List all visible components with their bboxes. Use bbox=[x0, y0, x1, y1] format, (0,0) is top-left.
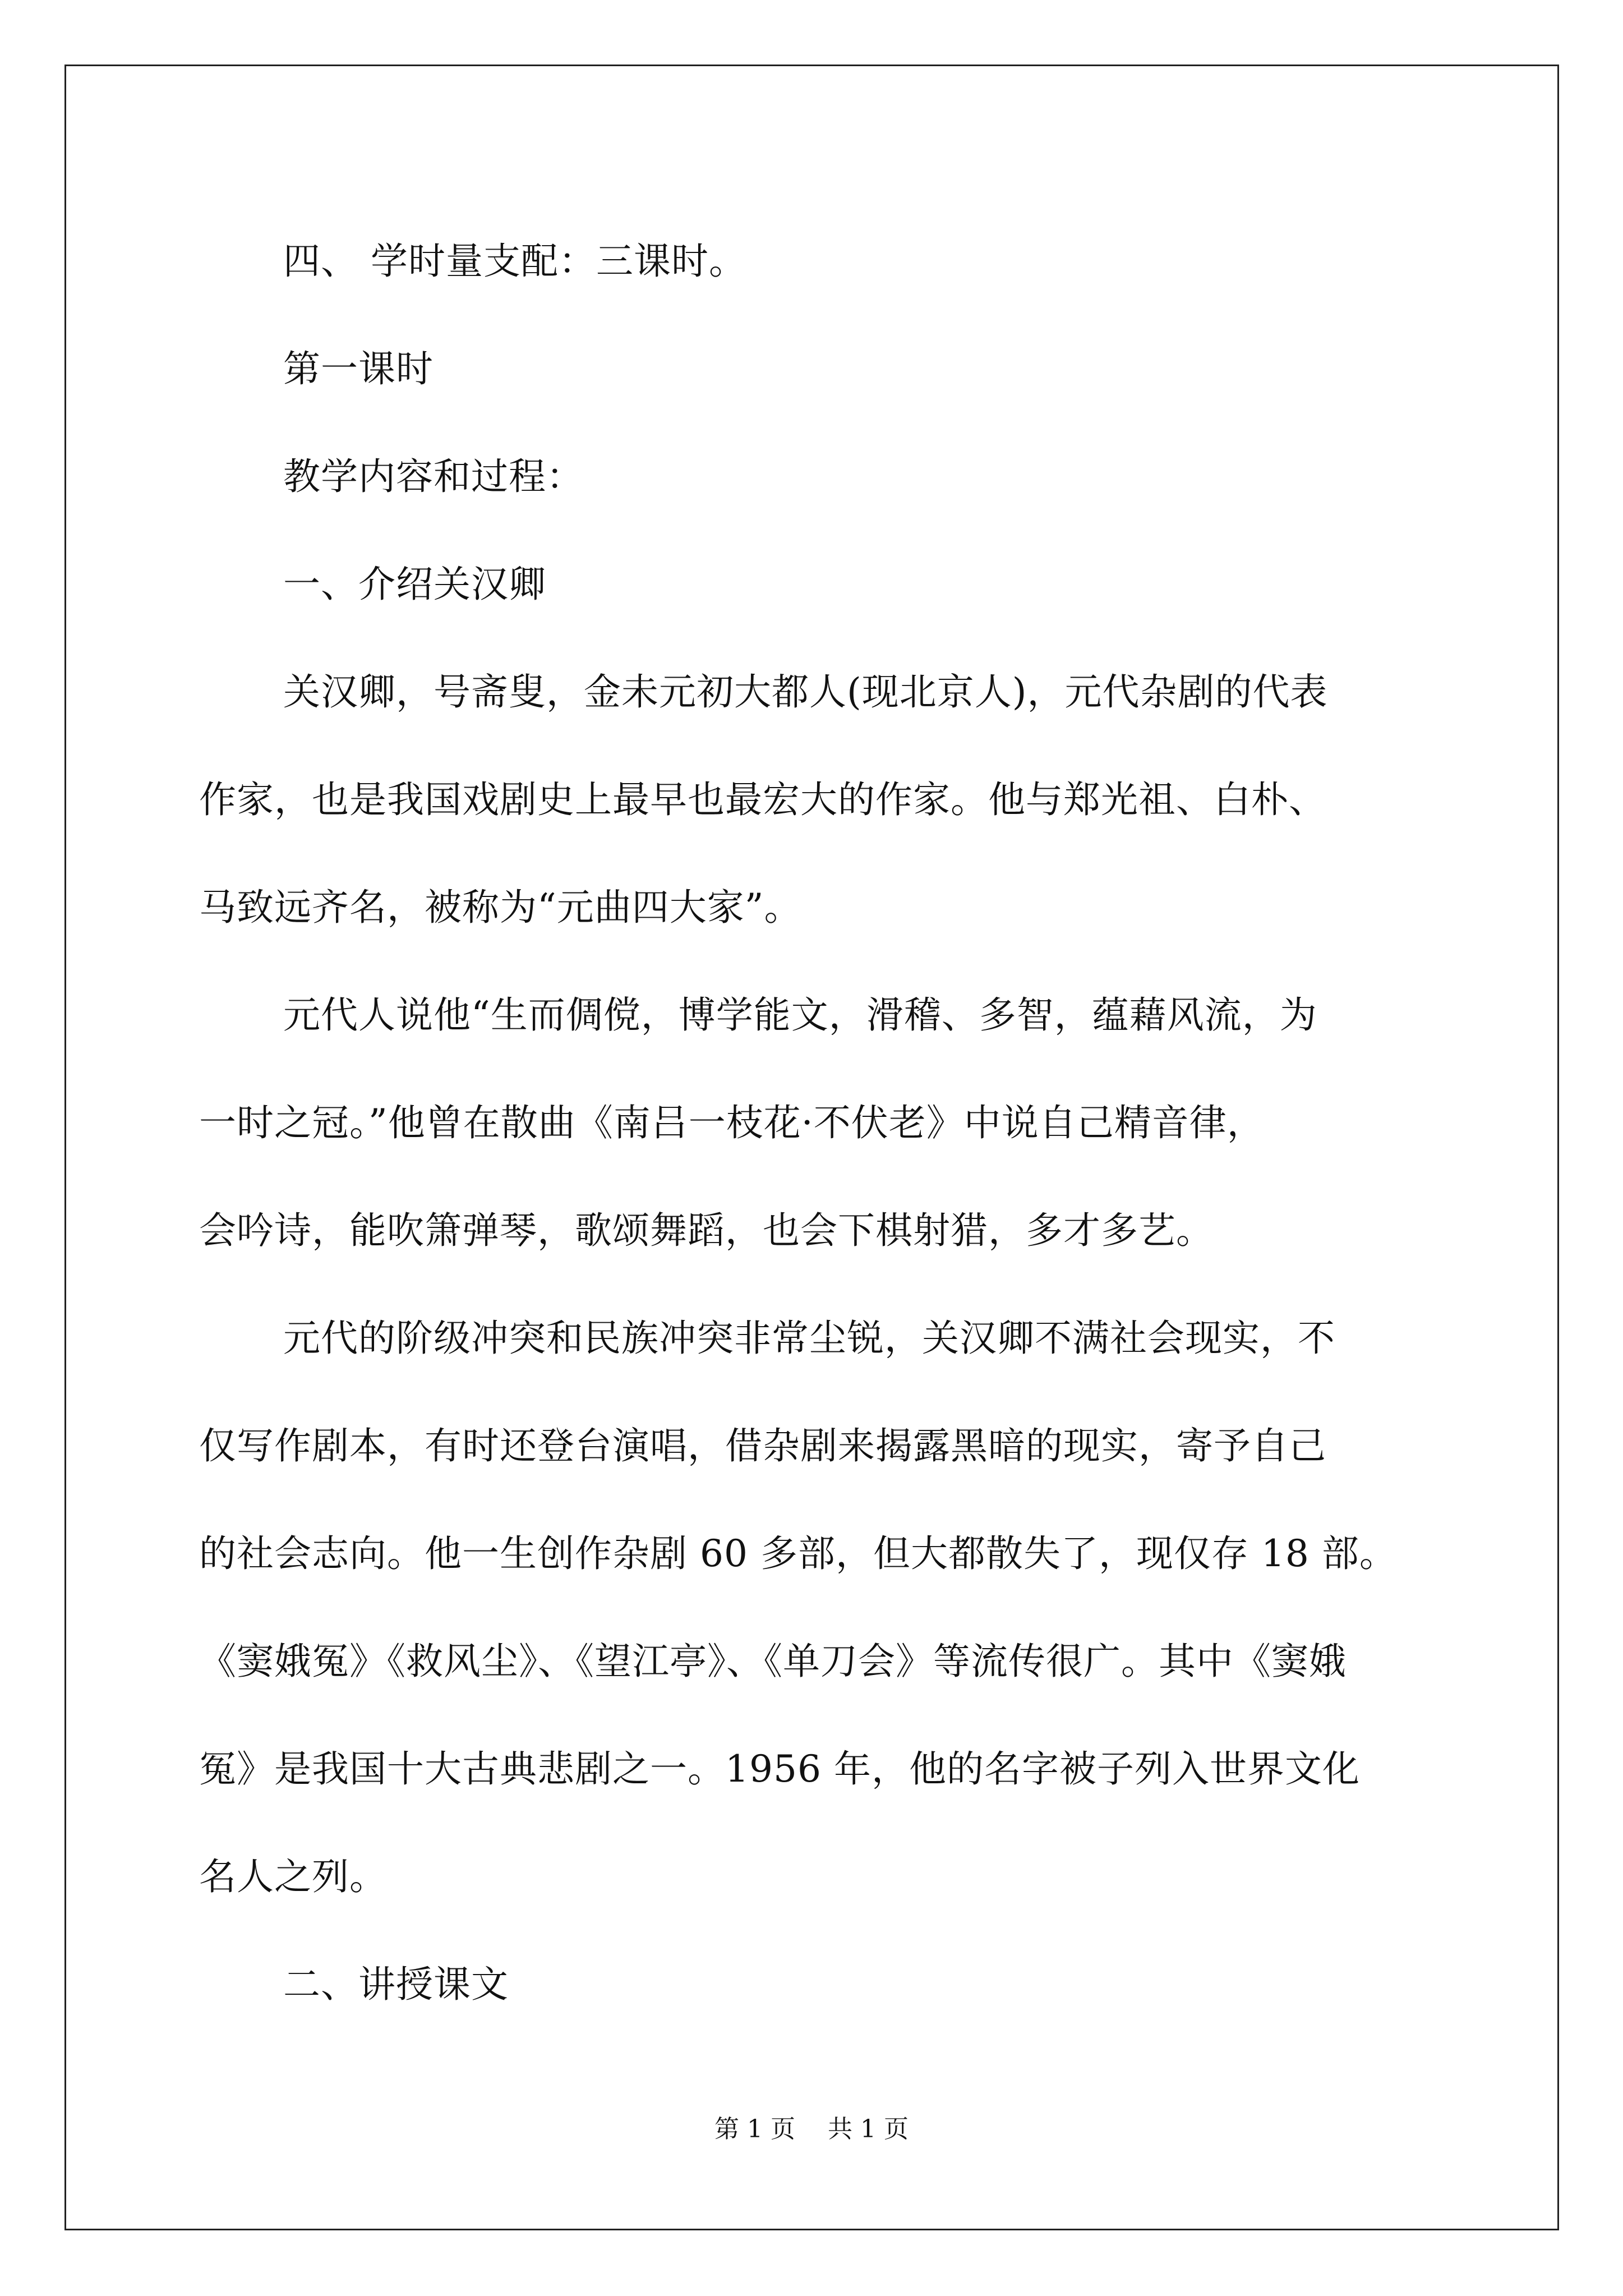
text-line: 一、介绍关汉卿 bbox=[283, 563, 546, 606]
text-line: 马致远齐名，被称为“元曲四大家”。 bbox=[199, 886, 802, 929]
intro-paragraph bbox=[199, 638, 1427, 961]
page-total: 共 1 页 bbox=[828, 2115, 909, 2143]
text-line: 关汉卿，号斋叟，金未元初大都人(现北京人)，元代杂剧的代表 bbox=[283, 670, 1328, 714]
text-line: 的社会志向。他一生创作杂剧 60 多部，但大都散失了，现仅存 18 部。 bbox=[199, 1532, 1397, 1575]
works-paragraph bbox=[199, 1285, 1427, 1931]
contemporary-comment-paragraph bbox=[199, 961, 1427, 1285]
study-hours-heading bbox=[199, 208, 1427, 315]
text-line: 二、讲授课文 bbox=[283, 1963, 509, 2006]
teaching-content-heading bbox=[199, 423, 1427, 531]
section-two-heading bbox=[199, 1931, 1427, 2039]
text-line: 四、 学时量支配：三课时。 bbox=[283, 240, 746, 283]
text-line: 冤》是我国十大古典悲剧之一。1956 年，他的名字被子列入世界文化 bbox=[199, 1747, 1360, 1791]
text-line: 元代人说他“生而倜傥，博学能文，滑稽、多智，蕴藉风流，为 bbox=[283, 993, 1317, 1037]
text-line: 会吟诗，能吹箫弹琴，歌颂舞蹈，也会下棋射猎，多才多艺。 bbox=[199, 1209, 1214, 1252]
text-line: 作家，也是我国戏剧史上最早也最宏大的作家。他与郑光祖、白朴、 bbox=[199, 778, 1326, 821]
page-number: 第 1 页 bbox=[714, 2115, 795, 2143]
text-line: 《窦娥冤》《救风尘》、《望江亭》、《单刀会》等流传很广。其中《窦娥 bbox=[199, 1640, 1347, 1683]
text-line: 元代的阶级冲突和民族冲突非常尘锐，关汉卿不满社会现实，不 bbox=[283, 1317, 1335, 1360]
text-line: 第一课时 bbox=[283, 347, 434, 390]
page-footer bbox=[0, 2113, 1623, 2146]
document-body bbox=[199, 208, 1427, 2039]
text-line: 名人之列。 bbox=[199, 1855, 387, 1898]
section-one-heading bbox=[199, 531, 1427, 638]
text-line: 教学内容和过程： bbox=[283, 455, 584, 498]
text-line: 仅写作剧本，有时还登台演唱，借杂剧来揭露黑暗的现实，寄予自己 bbox=[199, 1424, 1326, 1467]
text-line: 一时之冠。”他曾在散曲《南吕一枝花·不伏老》中说自己精音律， bbox=[199, 1101, 1265, 1144]
first-lesson-heading bbox=[199, 315, 1427, 423]
